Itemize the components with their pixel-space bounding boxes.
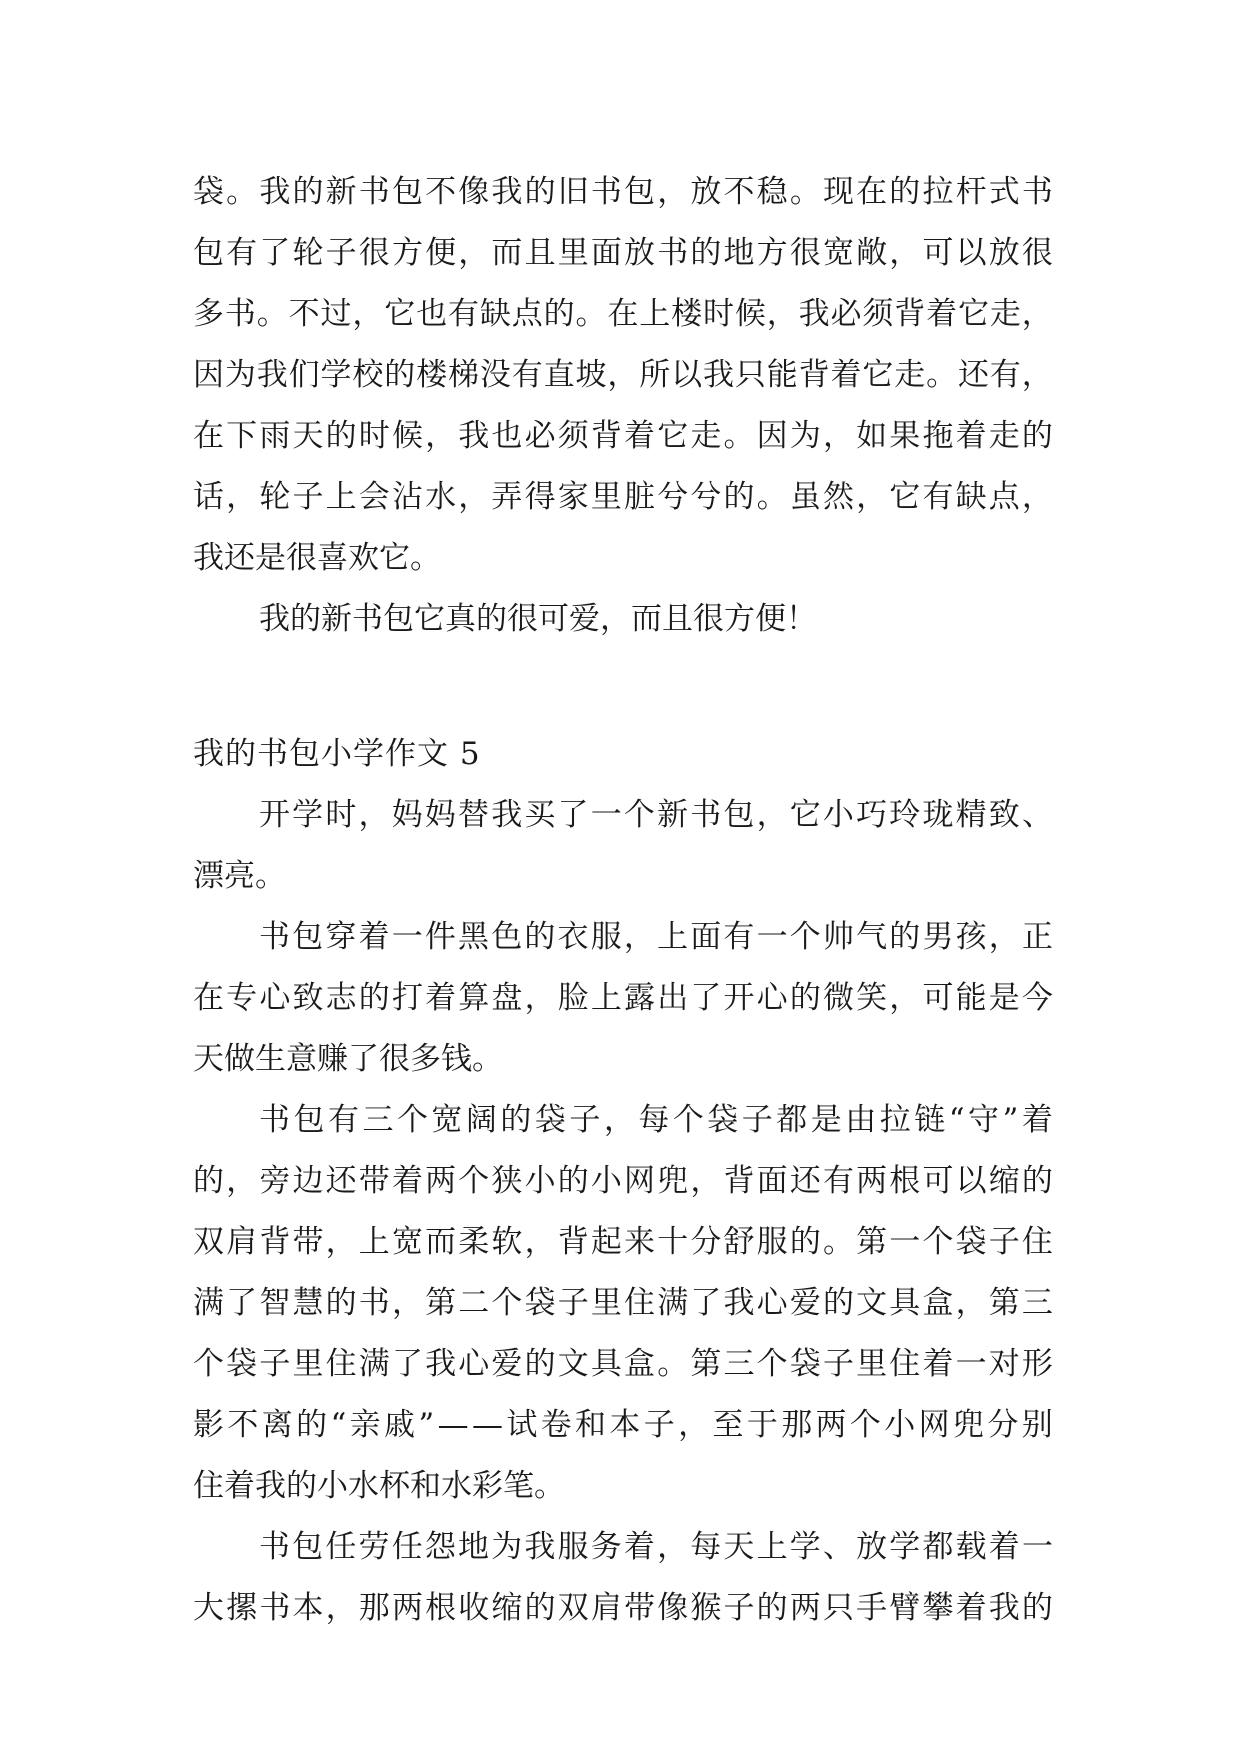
- text-line: 书 包 任 劳 任 怨 地 为 我 服 务 着 ， 每 天 上 学 、 放 学 都 载 着 一: [259, 1529, 1053, 1565]
- text-line: 天做生意赚了很多钱。: [193, 1041, 503, 1077]
- text-line: 包 有 了 轮 子 很 方 便 ， 而 且 里 面 放 书 的 地 方 很 宽 敞 ， 可 以 放 很: [193, 235, 1053, 271]
- text-line: 书 包 有 三 个 宽 阔 的 袋 子 ， 每 个 袋 子 都 是 由 拉 链 “ 守 ” 着: [259, 1102, 1053, 1138]
- text-line: 影 不 离 的 “ 亲 戚 ” — — 试 卷 和 本 子 ， 至 于 那 两 个 小 网 兜 分 别: [193, 1407, 1053, 1443]
- text-line: 在 专 心 致 志 的 打 着 算 盘 ， 脸 上 露 出 了 开 心 的 微 笑 ， 可 能 是 今: [193, 980, 1053, 1016]
- text-line: 满 了 智 慧 的 书 ， 第 二 个 袋 子 里 住 满 了 我 心 爱 的 文 具 盒 ， 第 三: [193, 1285, 1053, 1321]
- text-line: 袋 。 我 的 新 书 包 不 像 我 的 旧 书 包 ， 放 不 稳 。 现 在 的 拉 杆 式 书: [193, 174, 1053, 210]
- text-line: 的 ， 旁 边 还 带 着 两 个 狭 小 的 小 网 兜 ， 背 面 还 有 两 根 可 以 缩 的: [193, 1163, 1053, 1199]
- essay-title: 我的书包小学作文 5: [193, 736, 481, 772]
- text-line: 我还是很喜欢它。: [193, 540, 441, 576]
- text-line: 开 学 时 ， 妈 妈 替 我 买 了 一 个 新 书 包 ， 它 小 巧 玲 珑 精 致 、: [259, 797, 1053, 833]
- section-gap: [193, 650, 1053, 724]
- closing-line: 我的新书包它真的很可爱，而且很方便！: [259, 601, 817, 637]
- document-page: [193, 162, 1053, 1639]
- text-line: 在 下 雨 天 的 时 候 ， 我 也 必 须 背 着 它 走 。 因 为 ， 如 果 拖 着 走 的: [193, 418, 1053, 454]
- text-line: 个 袋 子 里 住 满 了 我 心 爱 的 文 具 盒 。 第 三 个 袋 子 里 住 着 一 对 形: [193, 1346, 1053, 1382]
- text-line: 双 肩 背 带 ， 上 宽 而 柔 软 ， 背 起 来 十 分 舒 服 的 。 第 一 个 袋 子 住: [193, 1224, 1053, 1260]
- text-line: 大 摞 书 本 ， 那 两 根 收 缩 的 双 肩 带 像 猴 子 的 两 只 手 臂 攀 着 我 的: [193, 1590, 1053, 1626]
- text-line: 漂亮。: [193, 858, 286, 894]
- text-line: 因 为 我 们 学 校 的 楼 梯 没 有 直 坡 ， 所 以 我 只 能 背 着 它 走 。 还 有 ，: [193, 357, 1053, 393]
- text-line: 住着我的小水杯和水彩笔。: [193, 1468, 565, 1504]
- text-line: 多 书 。 不 过 ， 它 也 有 缺 点 的 。 在 上 楼 时 候 ， 我 必 须 背 着 它 走 ，: [193, 296, 1053, 332]
- text-line: 书 包 穿 着 一 件 黑 色 的 衣 服 ， 上 面 有 一 个 帅 气 的 男 孩 ， 正: [259, 919, 1053, 955]
- text-line: 话 ， 轮 子 上 会 沾 水 ， 弄 得 家 里 脏 兮 兮 的 。 虽 然 ， 它 有 缺 点 ，: [193, 479, 1053, 515]
